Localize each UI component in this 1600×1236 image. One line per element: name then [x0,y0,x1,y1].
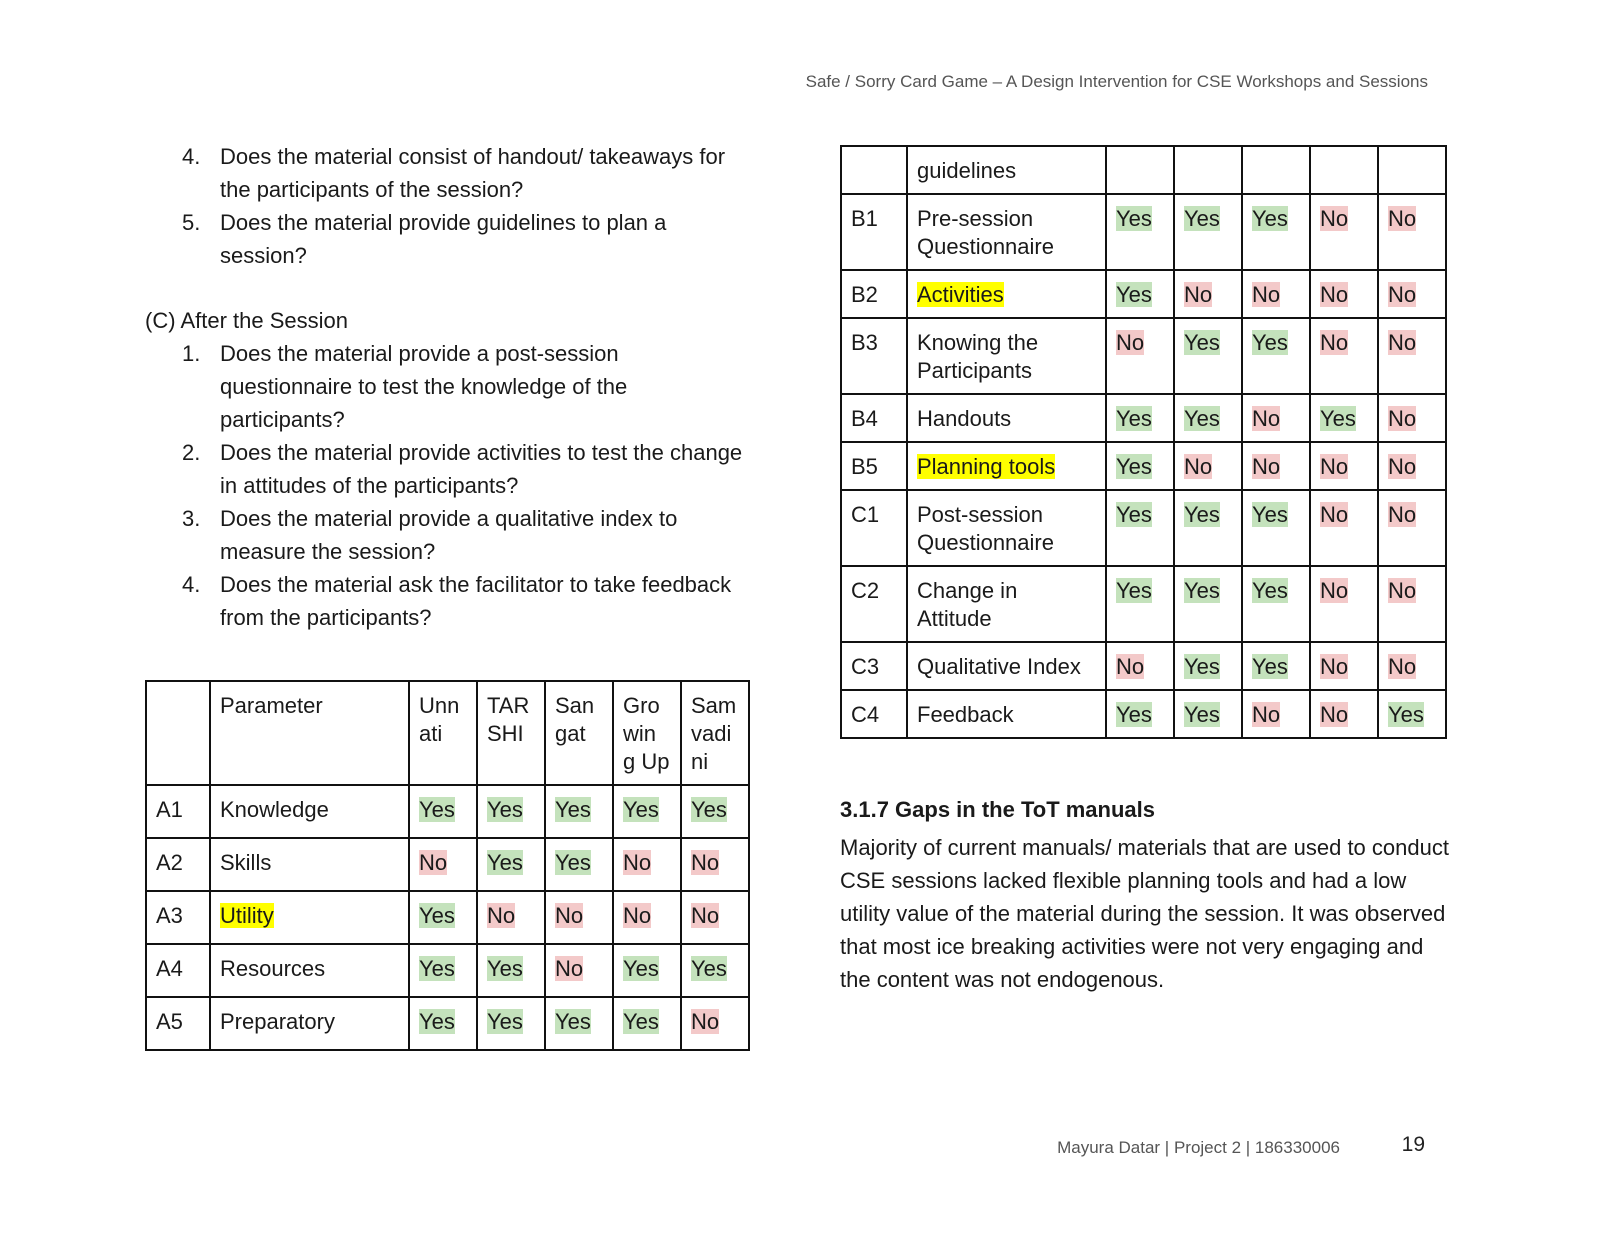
row-id-cell-text: A2 [156,850,183,875]
list-number: 5. [182,210,201,235]
row-id-cell-text: C2 [851,578,880,603]
list-text: Does the material provide a qualitative index to measure the session? [220,506,678,564]
value-cell-text: No [419,850,448,875]
value-cell-text: Yes [1252,502,1288,527]
section-c-heading: (C) After the Session [145,308,348,333]
list-number: 4. [182,144,201,169]
row-id-cell [146,997,210,1050]
value-cell [1378,194,1446,270]
parameter-cell-text: Activities [917,282,1004,307]
value-cell [1242,394,1310,442]
value-cell [1174,146,1242,194]
header-cell [146,681,210,785]
value-cell [1378,318,1446,394]
parameter-cell-text: Preparatory [220,1009,335,1034]
value-cell-text: Yes [555,850,591,875]
value-cell [1106,394,1174,442]
parameter-cell [907,194,1106,270]
parameter-cell-text: Post-session Questionnaire [917,502,1054,555]
table-header-row [146,681,749,785]
row-id-cell [841,690,907,738]
value-cell [681,997,749,1050]
value-cell [1106,194,1174,270]
value-cell [477,997,545,1050]
row-id-cell-text: A5 [156,1009,183,1034]
value-cell-text: No [1320,330,1349,355]
value-cell [613,838,681,891]
value-cell [1310,442,1378,490]
list-item [145,140,755,206]
value-cell-text: Yes [1116,502,1152,527]
value-cell [1106,146,1174,194]
value-cell-text: Yes [1184,206,1220,231]
left-column [145,140,755,634]
table-row [841,318,1446,394]
table-row [841,566,1446,642]
value-cell [1242,642,1310,690]
value-cell [477,838,545,891]
parameter-cell-text: Knowing the Participants [917,330,1039,383]
header-cell-text: San gat [555,693,595,746]
value-cell-text: No [1320,282,1349,307]
header-cell [210,681,409,785]
value-cell [1242,690,1310,738]
row-id-cell [841,642,907,690]
page-number: 19 [1401,1133,1425,1156]
value-cell [1310,690,1378,738]
parameter-table-b [840,145,1447,739]
value-cell-text: No [1184,282,1213,307]
table-row [146,997,749,1050]
parameter-cell-text: Feedback [917,702,1014,727]
parameter-cell [210,891,409,944]
value-cell-text: No [1320,454,1349,479]
value-cell [1310,490,1378,566]
row-id-cell-text: B3 [851,330,878,355]
value-cell-text: No [1320,578,1349,603]
value-cell [1378,690,1446,738]
parameter-cell-text: Skills [220,850,272,875]
value-cell-text: No [1252,406,1281,431]
parameter-cell [907,270,1106,318]
value-cell-text: Yes [1184,702,1220,727]
value-cell [1174,690,1242,738]
value-cell-text: Yes [1184,502,1220,527]
value-cell-text: Yes [1116,206,1152,231]
value-cell-text: No [1388,578,1417,603]
row-id-cell [841,270,907,318]
running-header: Safe / Sorry Card Game – A Design Intervention for CSE Workshops and Sessions [805,72,1428,91]
value-cell [613,891,681,944]
header-cell-text: TAR SHI [487,693,530,746]
value-cell-text: Yes [555,1009,591,1034]
value-cell [1174,194,1242,270]
list-item [145,337,755,436]
row-id-cell [146,838,210,891]
value-cell-text: Yes [555,797,591,822]
value-cell-text: Yes [419,956,455,981]
value-cell-text: Yes [1184,330,1220,355]
value-cell-text: No [1320,654,1349,679]
value-cell-text: No [691,1009,720,1034]
value-cell [1378,490,1446,566]
list-item [145,436,755,502]
table-row [841,642,1446,690]
value-cell [1174,566,1242,642]
row-id-cell-text: B5 [851,454,878,479]
parameter-cell [907,394,1106,442]
parameter-table-a [145,680,750,1051]
parameter-cell-text: Handouts [917,406,1012,431]
list-item [145,502,755,568]
value-cell [1242,566,1310,642]
value-cell [545,944,613,997]
list-number: 2. [182,440,201,465]
value-cell [409,785,477,838]
value-cell [545,891,613,944]
header-cell-text: Parameter [220,693,323,718]
header-cell [681,681,749,785]
parameter-cell [907,566,1106,642]
footer-credit: Mayura Datar | Project 2 | 186330006 [1057,1138,1340,1157]
value-cell [1242,442,1310,490]
value-cell-text: Yes [1184,406,1220,431]
header-cell-text: Sam vadi ni [691,693,737,774]
value-cell-text: Yes [1116,454,1152,479]
table-row [841,490,1446,566]
value-cell-text: Yes [419,903,455,928]
list-number: 1. [182,341,201,366]
value-cell [477,891,545,944]
value-cell-text: Yes [1320,406,1356,431]
value-cell-text: Yes [1116,282,1152,307]
parameter-cell-text: guidelines [917,158,1017,183]
value-cell-text: Yes [1252,654,1288,679]
value-cell [409,944,477,997]
gaps-paragraph: Majority of current manuals/ materials that are used to conduct CSE sessions lacked flexible planning tools and had a low utility value of the material during the session. It was observed that most ice breaking activities were not very engaging and the content was not endogenous. [840,835,1449,992]
value-cell-text: Yes [623,956,659,981]
header-cell [613,681,681,785]
parameter-cell [907,690,1106,738]
value-cell [681,838,749,891]
value-cell-text: No [623,903,652,928]
row-id-cell [841,490,907,566]
header-cell [477,681,545,785]
value-cell [1106,690,1174,738]
value-cell [1310,146,1378,194]
value-cell [409,838,477,891]
row-id-cell [841,318,907,394]
value-cell [1106,318,1174,394]
value-cell-text: Yes [419,1009,455,1034]
value-cell [681,944,749,997]
parameter-cell-text: Utility [220,903,274,928]
value-cell-text: Yes [1252,578,1288,603]
value-cell [1310,318,1378,394]
value-cell-text: Yes [487,956,523,981]
value-cell [1106,566,1174,642]
row-id-cell-text: C4 [851,702,880,727]
value-cell-text: No [691,850,720,875]
value-cell-text: No [1388,406,1417,431]
value-cell-text: No [1388,454,1417,479]
value-cell [1310,566,1378,642]
value-cell-text: No [1388,282,1417,307]
value-cell-text: Yes [691,797,727,822]
value-cell-text: No [555,903,584,928]
value-cell-text: No [1184,454,1213,479]
parameter-cell-text: Knowledge [220,797,329,822]
value-cell-text: No [1388,502,1417,527]
list-c [145,337,755,634]
list-text: Does the material provide guidelines to plan a session? [220,210,667,268]
value-cell-text: Yes [1252,206,1288,231]
row-id-cell [146,785,210,838]
parameter-cell [907,642,1106,690]
row-id-cell [841,194,907,270]
parameter-cell [210,838,409,891]
row-id-cell-text: B4 [851,406,878,431]
list-number: 3. [182,506,201,531]
value-cell-text: No [1388,330,1417,355]
row-id-cell-text: B2 [851,282,878,307]
value-cell [545,785,613,838]
value-cell [1378,642,1446,690]
value-cell-text: Yes [623,1009,659,1034]
table-row [841,690,1446,738]
gaps-heading: 3.1.7 Gaps in the ToT manuals [840,797,1156,822]
value-cell [1174,318,1242,394]
value-cell [409,891,477,944]
table-row [146,838,749,891]
table-row [841,394,1446,442]
parameter-cell-text: Change in Attitude [917,578,1018,631]
value-cell [613,785,681,838]
value-cell-text: No [1388,654,1417,679]
value-cell [1174,270,1242,318]
value-cell-text: Yes [419,797,455,822]
value-cell-text: Yes [1184,654,1220,679]
parameter-cell [210,997,409,1050]
value-cell [545,838,613,891]
value-cell-text: No [1388,206,1417,231]
value-cell-text: No [555,956,584,981]
parameter-cell-text: Resources [220,956,326,981]
value-cell-text: No [691,903,720,928]
value-cell [681,785,749,838]
value-cell [1106,270,1174,318]
value-cell [1378,394,1446,442]
value-cell-text: No [1116,330,1145,355]
row-id-cell-text: A4 [156,956,183,981]
list-text: Does the material consist of handout/ takeaways for the participants of the session? [220,144,726,202]
parameter-cell-text: Qualitative Index [917,654,1081,679]
value-cell-text: No [1320,206,1349,231]
list-text: Does the material ask the facilitator to take feedback from the participants? [220,572,732,630]
value-cell-text: No [487,903,516,928]
parameter-cell [907,442,1106,490]
value-cell [1174,394,1242,442]
parameter-cell [210,944,409,997]
right-column [840,145,1460,996]
row-id-cell-text: C1 [851,502,880,527]
parameter-cell [907,318,1106,394]
value-cell-text: Yes [487,797,523,822]
value-cell-text: Yes [487,1009,523,1034]
value-cell [1378,146,1446,194]
table-row [841,146,1446,194]
value-cell [1378,566,1446,642]
value-cell [1242,194,1310,270]
value-cell-text: No [1252,282,1281,307]
value-cell [1174,642,1242,690]
header-cell-text: Unn ati [419,693,460,746]
header-cell [409,681,477,785]
value-cell [545,997,613,1050]
row-id-cell-text: A1 [156,797,183,822]
value-cell [1378,270,1446,318]
value-cell-text: Yes [623,797,659,822]
value-cell [1174,442,1242,490]
value-cell-text: No [1116,654,1145,679]
value-cell [613,997,681,1050]
value-cell-text: Yes [1184,578,1220,603]
value-cell [1106,442,1174,490]
value-cell [1106,642,1174,690]
value-cell-text: Yes [1116,702,1152,727]
row-id-cell-text: A3 [156,903,183,928]
parameter-cell [210,785,409,838]
value-cell-text: No [1252,454,1281,479]
value-cell [1310,194,1378,270]
value-cell-text: Yes [691,956,727,981]
row-id-cell [146,944,210,997]
value-cell [477,944,545,997]
value-cell [1310,270,1378,318]
row-id-cell-text: B1 [851,206,878,231]
row-id-cell [841,394,907,442]
table-row [841,442,1446,490]
header-cell [545,681,613,785]
value-cell [1242,318,1310,394]
value-cell-text: No [623,850,652,875]
value-cell-text: Yes [487,850,523,875]
value-cell [1310,642,1378,690]
value-cell-text: Yes [1388,702,1424,727]
parameter-cell-text: Pre-session Questionnaire [917,206,1054,259]
value-cell [409,997,477,1050]
parameter-cell [907,146,1106,194]
row-id-cell [146,891,210,944]
value-cell [613,944,681,997]
value-cell [477,785,545,838]
value-cell-text: Yes [1116,406,1152,431]
table-row [146,944,749,997]
value-cell [1310,394,1378,442]
parameter-cell [907,490,1106,566]
value-cell-text: No [1252,702,1281,727]
list-text: Does the material provide a post-session questionnaire to test the knowledge of the participants? [220,341,628,432]
value-cell-text: No [1320,502,1349,527]
table-row [841,194,1446,270]
list-b-tail [145,140,755,272]
value-cell-text: Yes [1116,578,1152,603]
table-row [146,785,749,838]
list-item [145,568,755,634]
list-number: 4. [182,572,201,597]
header-cell-text: Gro win g Up [623,693,670,774]
row-id-cell-text: C3 [851,654,880,679]
row-id-cell [841,566,907,642]
value-cell [1106,490,1174,566]
value-cell-text: Yes [1252,330,1288,355]
value-cell [1242,490,1310,566]
table-row [146,891,749,944]
row-id-cell [841,146,907,194]
value-cell [1174,490,1242,566]
table-row [841,270,1446,318]
value-cell [1242,270,1310,318]
list-item [145,206,755,272]
parameter-cell-text: Planning tools [917,454,1056,479]
value-cell [1242,146,1310,194]
row-id-cell [841,442,907,490]
value-cell-text: No [1320,702,1349,727]
value-cell [681,891,749,944]
list-text: Does the material provide activities to test the change in attitudes of the participants? [220,440,743,498]
value-cell [1378,442,1446,490]
